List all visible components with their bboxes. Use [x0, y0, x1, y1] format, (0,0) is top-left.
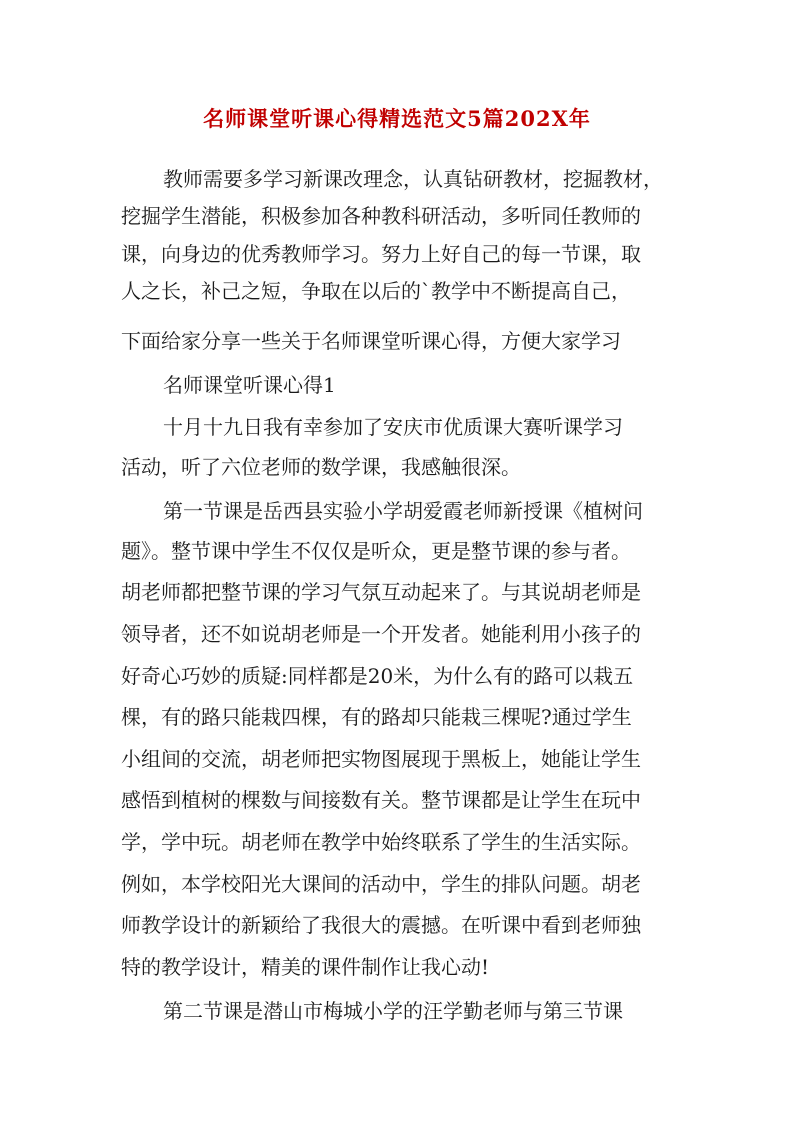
- paragraph-line: 下面给家分享一些关于名师课堂听课心得，方便大家学习: [121, 329, 621, 353]
- paragraph-line: 题》。整节课中学生不仅仅是听众，更是整节课的参与者。: [121, 539, 631, 563]
- section-heading: 名师课堂听课心得1: [163, 373, 336, 397]
- paragraph-line: 特的教学设计，精美的课件制作让我心动!: [121, 955, 490, 979]
- paragraph-line: 感悟到植树的棵数与间接数有关。整节课都是让学生在玩中: [121, 788, 641, 812]
- paragraph-line: 活动，听了六位老师的数学课，我感触很深。: [121, 455, 521, 479]
- document-title: 名师课堂听课心得精选范文5篇202X年: [203, 106, 591, 131]
- paragraph-line: 例如，本学校阳光大课间的活动中，学生的排队问题。胡老: [121, 872, 641, 896]
- paragraph-line: 师教学设计的新颖给了我很大的震撼。在听课中看到老师独: [121, 913, 641, 937]
- paragraph-line: 好奇心巧妙的质疑:同样都是20米，为什么有的路可以栽五: [121, 664, 634, 688]
- paragraph-line: 胡老师都把整节课的学习气氛互动起来了。与其说胡老师是: [121, 580, 641, 604]
- paragraph-line: 教师需要多学习新课改理念，认真钻研教材，挖掘教材，: [163, 167, 663, 191]
- paragraph-line: 棵，有的路只能栽四棵，有的路却只能栽三棵呢?通过学生: [121, 705, 632, 729]
- paragraph-line: 小组间的交流，胡老师把实物图展现于黑板上，她能让学生: [121, 747, 641, 771]
- paragraph-line: 人之长，补己之短，争取在以后的`教学中不断提高自己，: [121, 279, 631, 303]
- paragraph-line: 十月十九日我有幸参加了安庆市优质课大赛听课学习: [163, 415, 623, 439]
- paragraph-line: 课，向身边的优秀教师学习。努力上好自己的每一节课，取: [121, 242, 641, 266]
- paragraph-line: 第二节课是潜山市梅城小学的汪学勤老师与第三节课: [163, 999, 623, 1023]
- paragraph-line: 学，学中玩。胡老师在教学中始终联系了学生的生活实际。: [121, 830, 641, 854]
- paragraph-line: 第一节课是岳西县实验小学胡爱霞老师新授课《植树问: [163, 499, 643, 523]
- paragraph-line: 挖掘学生潜能，积极参加各种教科研活动，多听同任教师的: [121, 204, 641, 228]
- paragraph-line: 领导者，还不如说胡老师是一个开发者。她能利用小孩子的: [121, 622, 641, 646]
